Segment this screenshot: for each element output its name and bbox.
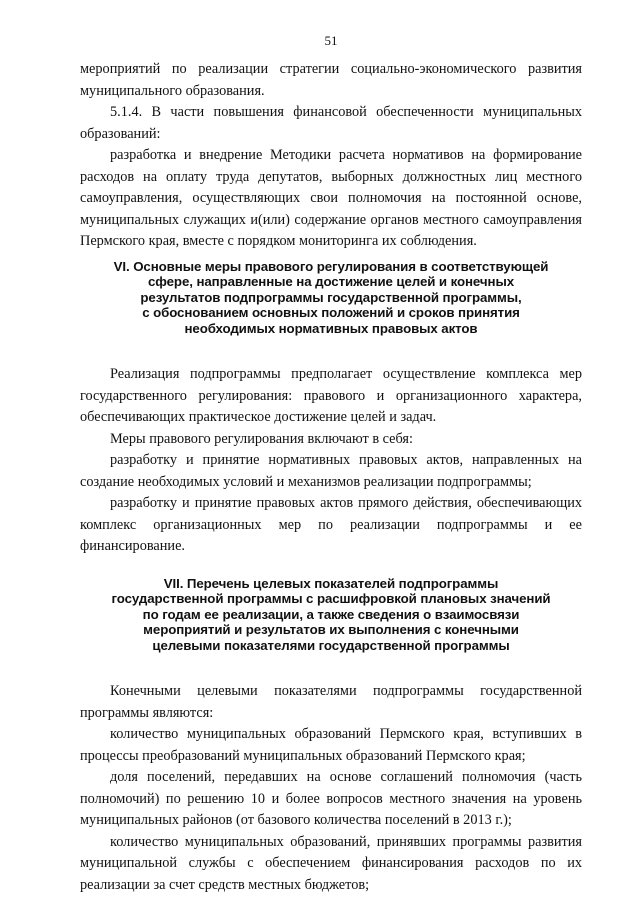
section-6-heading-line: VI. Основные меры правового регулирования в соответствующей	[113, 258, 549, 274]
section-6-paragraph: разработку и принятие правовых актов прямого действия, обеспечивающих комплекс организационных мер по реализации подпрограммы и ее финансирование.	[80, 495, 582, 554]
section-7-heading	[80, 576, 582, 654]
section-7-paragraph: количество муниципальных образований Пермского края, вступивших в процессы преобразований муниципальных образований Пермского края;	[80, 726, 582, 764]
section-7-paragraph: Конечными целевыми показателями подпрограммы государственной программы являются:	[80, 683, 582, 721]
section-7-paragraph: доля поселений, передавших на основе соглашений полномочия (часть полномочий) по решению 10 и более вопросов местного значения на уровень муниципальных районов (от базового количества поселений в 2013 г.);	[80, 769, 582, 828]
section-7-heading-line: мероприятий и результатов их выполнения с конечными	[143, 622, 519, 637]
section-6-heading-line: необходимых нормативных правовых актов	[184, 320, 478, 336]
section-7-paragraph: количество муниципальных образований, принявших программы развития муниципальной службы с обеспечением финансирования расходов по их реализации за счет средств местных бюджетов;	[80, 833, 582, 893]
section-7-heading-line: VII. Перечень целевых показателей подпрограммы	[163, 575, 499, 591]
section-6-heading	[80, 259, 582, 337]
section-6-paragraph: Меры правового регулирования включают в себя:	[110, 430, 413, 447]
page-number: 51	[324, 33, 338, 48]
section-7-heading-line: целевыми показателями государственной программы	[152, 637, 510, 653]
paragraph-methodology: разработка и внедрение Методики расчета нормативов на формирование расходов на оплату труда депутатов, выборных должностных лиц местного самоуправления, осуществляющих свои полномочия на постоянной основе, муниципальных служащих и(или) содержание органов местного самоуправления Пермского края, вместе с порядком мониторинга их соблюдения.	[80, 147, 582, 249]
section-6-heading-line: с обоснованием основных положений и сроков принятия	[142, 305, 520, 320]
section-6-paragraph: разработку и принятие нормативных правовых актов, направленных на создание необходимых условий и механизмов реализации подпрограммы;	[80, 452, 582, 490]
section-6-paragraph: Реализация подпрограммы предполагает осуществление комплекса мер государственного регулирования: правового и организационного характера, обеспечивающих практическое достижение целей и задач.	[80, 366, 582, 425]
section-7-heading-line: по годам ее реализации, а также сведения о взаимосвязи	[142, 606, 520, 622]
section-7-heading-line: государственной программы с расшифровкой плановых значений	[111, 591, 551, 606]
section-6-heading-line: результатов подпрограммы государственной программы,	[140, 289, 522, 305]
section-6-heading-line: сфере, направленные на достижение целей и конечных	[147, 274, 514, 289]
paragraph-5-1-4: 5.1.4. В части повышения финансовой обеспеченности муниципальных образований:	[80, 104, 582, 142]
paragraph-continuation: мероприятий по реализации стратегии социально-экономического развития муниципального образования.	[80, 61, 582, 99]
